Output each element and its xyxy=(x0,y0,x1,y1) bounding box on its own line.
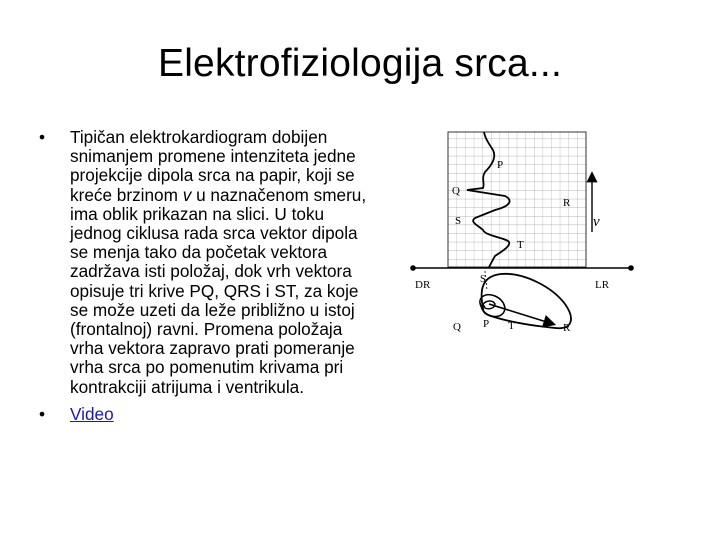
loop-label-t: T xyxy=(508,320,515,332)
bullet-marker: • xyxy=(38,127,46,147)
loop-label-p: P xyxy=(483,318,490,330)
bullet-item-video xyxy=(36,405,376,424)
bullet-list xyxy=(36,128,376,432)
bullet-item-description xyxy=(36,128,376,397)
dipole-vector xyxy=(489,304,553,324)
bullet-text xyxy=(70,128,376,397)
ecg-label-t: T xyxy=(517,239,524,251)
video-link[interactable]: Video xyxy=(70,403,114,424)
bullet-marker: • xyxy=(38,403,46,424)
axis-label-dr: DR xyxy=(415,279,431,291)
axis-endpoint-right xyxy=(628,265,634,271)
slide-title: Elektrofiziologija srca... xyxy=(157,42,563,85)
bullet-text-part-2: u naznačenom smeru, ima oblik prikazan na slici. U toku jednog ciklusa rada srca vektor dipola se menja tako da početak vektora zadržava isti položaj, dok vrh vektora opisuje tri krive PQ, QRS i ST, za koje se može uzeti da leže približno u istoj (frontalnoj) ravni. Promena položaja vrha vektora zapravo prati pomeranje vrha srca po pomenutim krivama pri kontrakciji atrijuma i ventrikula. xyxy=(70,184,367,397)
axis-label-lr: LR xyxy=(595,279,610,291)
ecg-label-q: Q xyxy=(452,185,460,197)
loop-label-r: R xyxy=(563,322,571,334)
velocity-label: v xyxy=(593,214,600,230)
qrs-loop xyxy=(482,274,571,328)
ecg-label-r: R xyxy=(563,197,571,209)
loop-label-q: Q xyxy=(453,321,461,333)
axis-endpoint-left xyxy=(410,265,416,271)
loop-label-s: S xyxy=(480,274,486,285)
ecg-dipole-figure xyxy=(405,130,637,345)
bullet-text-part-1: Tipičan elektrokardiogram dobijen snimanjem promene intenziteta jedne projekcije dipola srca na papir, koji se kreće brzinom xyxy=(70,127,356,205)
ecg-label-s: S xyxy=(455,215,462,227)
ecg-label-p: P xyxy=(497,159,504,171)
velocity-symbol: v xyxy=(182,184,192,205)
